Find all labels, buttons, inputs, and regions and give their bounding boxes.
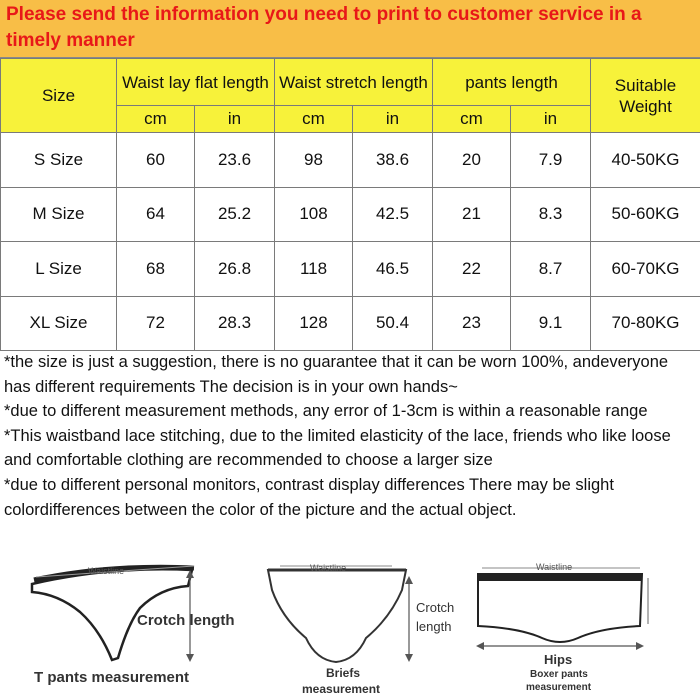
- cell-waist-flat-in: 25.2: [195, 187, 275, 242]
- cell-waist-stretch-cm: 98: [275, 133, 353, 188]
- header-unit-in: in: [353, 106, 433, 133]
- header-unit-cm: cm: [433, 106, 511, 133]
- cell-size: XL Size: [1, 296, 117, 351]
- cell-waist-stretch-in: 46.5: [353, 242, 433, 297]
- header-waist-stretch: Waist stretch length: [275, 59, 433, 106]
- cell-weight: 70-80KG: [591, 296, 700, 351]
- cell-weight: 60-70KG: [591, 242, 700, 297]
- cell-waist-flat-in: 28.3: [195, 296, 275, 351]
- header-unit-cm: cm: [117, 106, 195, 133]
- notes-section: [4, 350, 698, 522]
- header-unit-in: in: [511, 106, 591, 133]
- header-pants-length: pants length: [433, 59, 591, 106]
- cell-weight: 50-60KG: [591, 187, 700, 242]
- waistline-label: Waistline: [88, 566, 125, 576]
- cell-waist-stretch-in: 42.5: [353, 187, 433, 242]
- table-row: [1, 242, 700, 297]
- cell-pants-length-cm: 23: [433, 296, 511, 351]
- header-unit-in: in: [195, 106, 275, 133]
- cell-size: S Size: [1, 133, 117, 188]
- note-suggestion: *the size is just a suggestion, there is no guarantee that it can be worn 100%, andeveryone has different requirements The decision is in your own hands~: [4, 353, 669, 396]
- boxer-hips-label: Hips: [544, 652, 573, 667]
- cell-size: L Size: [1, 242, 117, 297]
- cell-pants-length-in: 7.9: [511, 133, 591, 188]
- cell-pants-length-in: 8.7: [511, 242, 591, 297]
- waistline-label: Waistline: [536, 562, 573, 572]
- boxer-illustration: [476, 568, 648, 650]
- cell-pants-length-cm: 20: [433, 133, 511, 188]
- cell-waist-flat-cm: 72: [117, 296, 195, 351]
- cell-waist-flat-in: 23.6: [195, 133, 275, 188]
- note-measurement-error: *due to different measurement methods, any error of 1-3cm is within a reasonable range: [4, 402, 648, 421]
- cell-waist-stretch-in: 38.6: [353, 133, 433, 188]
- cell-waist-flat-cm: 68: [117, 242, 195, 297]
- size-chart-table: [0, 58, 700, 351]
- header-size: Size: [1, 59, 117, 133]
- t-pants-crotch-label: Crotch length: [137, 612, 235, 629]
- cell-waist-stretch-cm: 118: [275, 242, 353, 297]
- note-lace-waistband: *This waistband lace stitching, due to the limited elasticity of the lace, friends who like loose and comfortable clothing are recommended to choose a larger size: [4, 426, 671, 470]
- boxer-caption: Boxer pants: [530, 669, 588, 680]
- table-row: [1, 133, 700, 188]
- cell-pants-length-cm: 21: [433, 187, 511, 242]
- banner-text: Please send the information you need to print to customer service in a timely manner: [6, 4, 642, 51]
- briefs-crotch-label: Crotch: [416, 600, 455, 615]
- briefs-caption: Briefs: [326, 666, 361, 680]
- header-unit-cm: cm: [275, 106, 353, 133]
- measurement-diagrams: [0, 548, 700, 700]
- header-waist-flat: Waist lay flat length: [117, 59, 275, 106]
- cell-waist-flat-cm: 60: [117, 133, 195, 188]
- briefs-illustration: [268, 566, 413, 662]
- note-color-difference: *due to different personal monitors, contrast display differences There may be slight colordifferences between the color of the picture and the actual object.: [4, 475, 614, 519]
- cell-pants-length-in: 9.1: [511, 296, 591, 351]
- banner-notice: [0, 0, 700, 58]
- header-weight: Suitable Weight: [591, 59, 700, 133]
- cell-weight: 40-50KG: [591, 133, 700, 188]
- cell-waist-flat-in: 26.8: [195, 242, 275, 297]
- briefs-crotch-label: length: [416, 619, 452, 634]
- cell-pants-length-in: 8.3: [511, 187, 591, 242]
- cell-pants-length-cm: 22: [433, 242, 511, 297]
- cell-waist-flat-cm: 64: [117, 187, 195, 242]
- cell-waist-stretch-cm: 108: [275, 187, 353, 242]
- cell-waist-stretch-in: 50.4: [353, 296, 433, 351]
- t-pants-caption: T pants measurement: [34, 669, 190, 686]
- table-row: [1, 296, 700, 351]
- briefs-caption: measurement: [302, 682, 381, 696]
- cell-waist-stretch-cm: 128: [275, 296, 353, 351]
- boxer-caption: measurement: [526, 682, 592, 693]
- table-row: [1, 187, 700, 242]
- waistline-label: Waistline: [310, 563, 347, 573]
- cell-size: M Size: [1, 187, 117, 242]
